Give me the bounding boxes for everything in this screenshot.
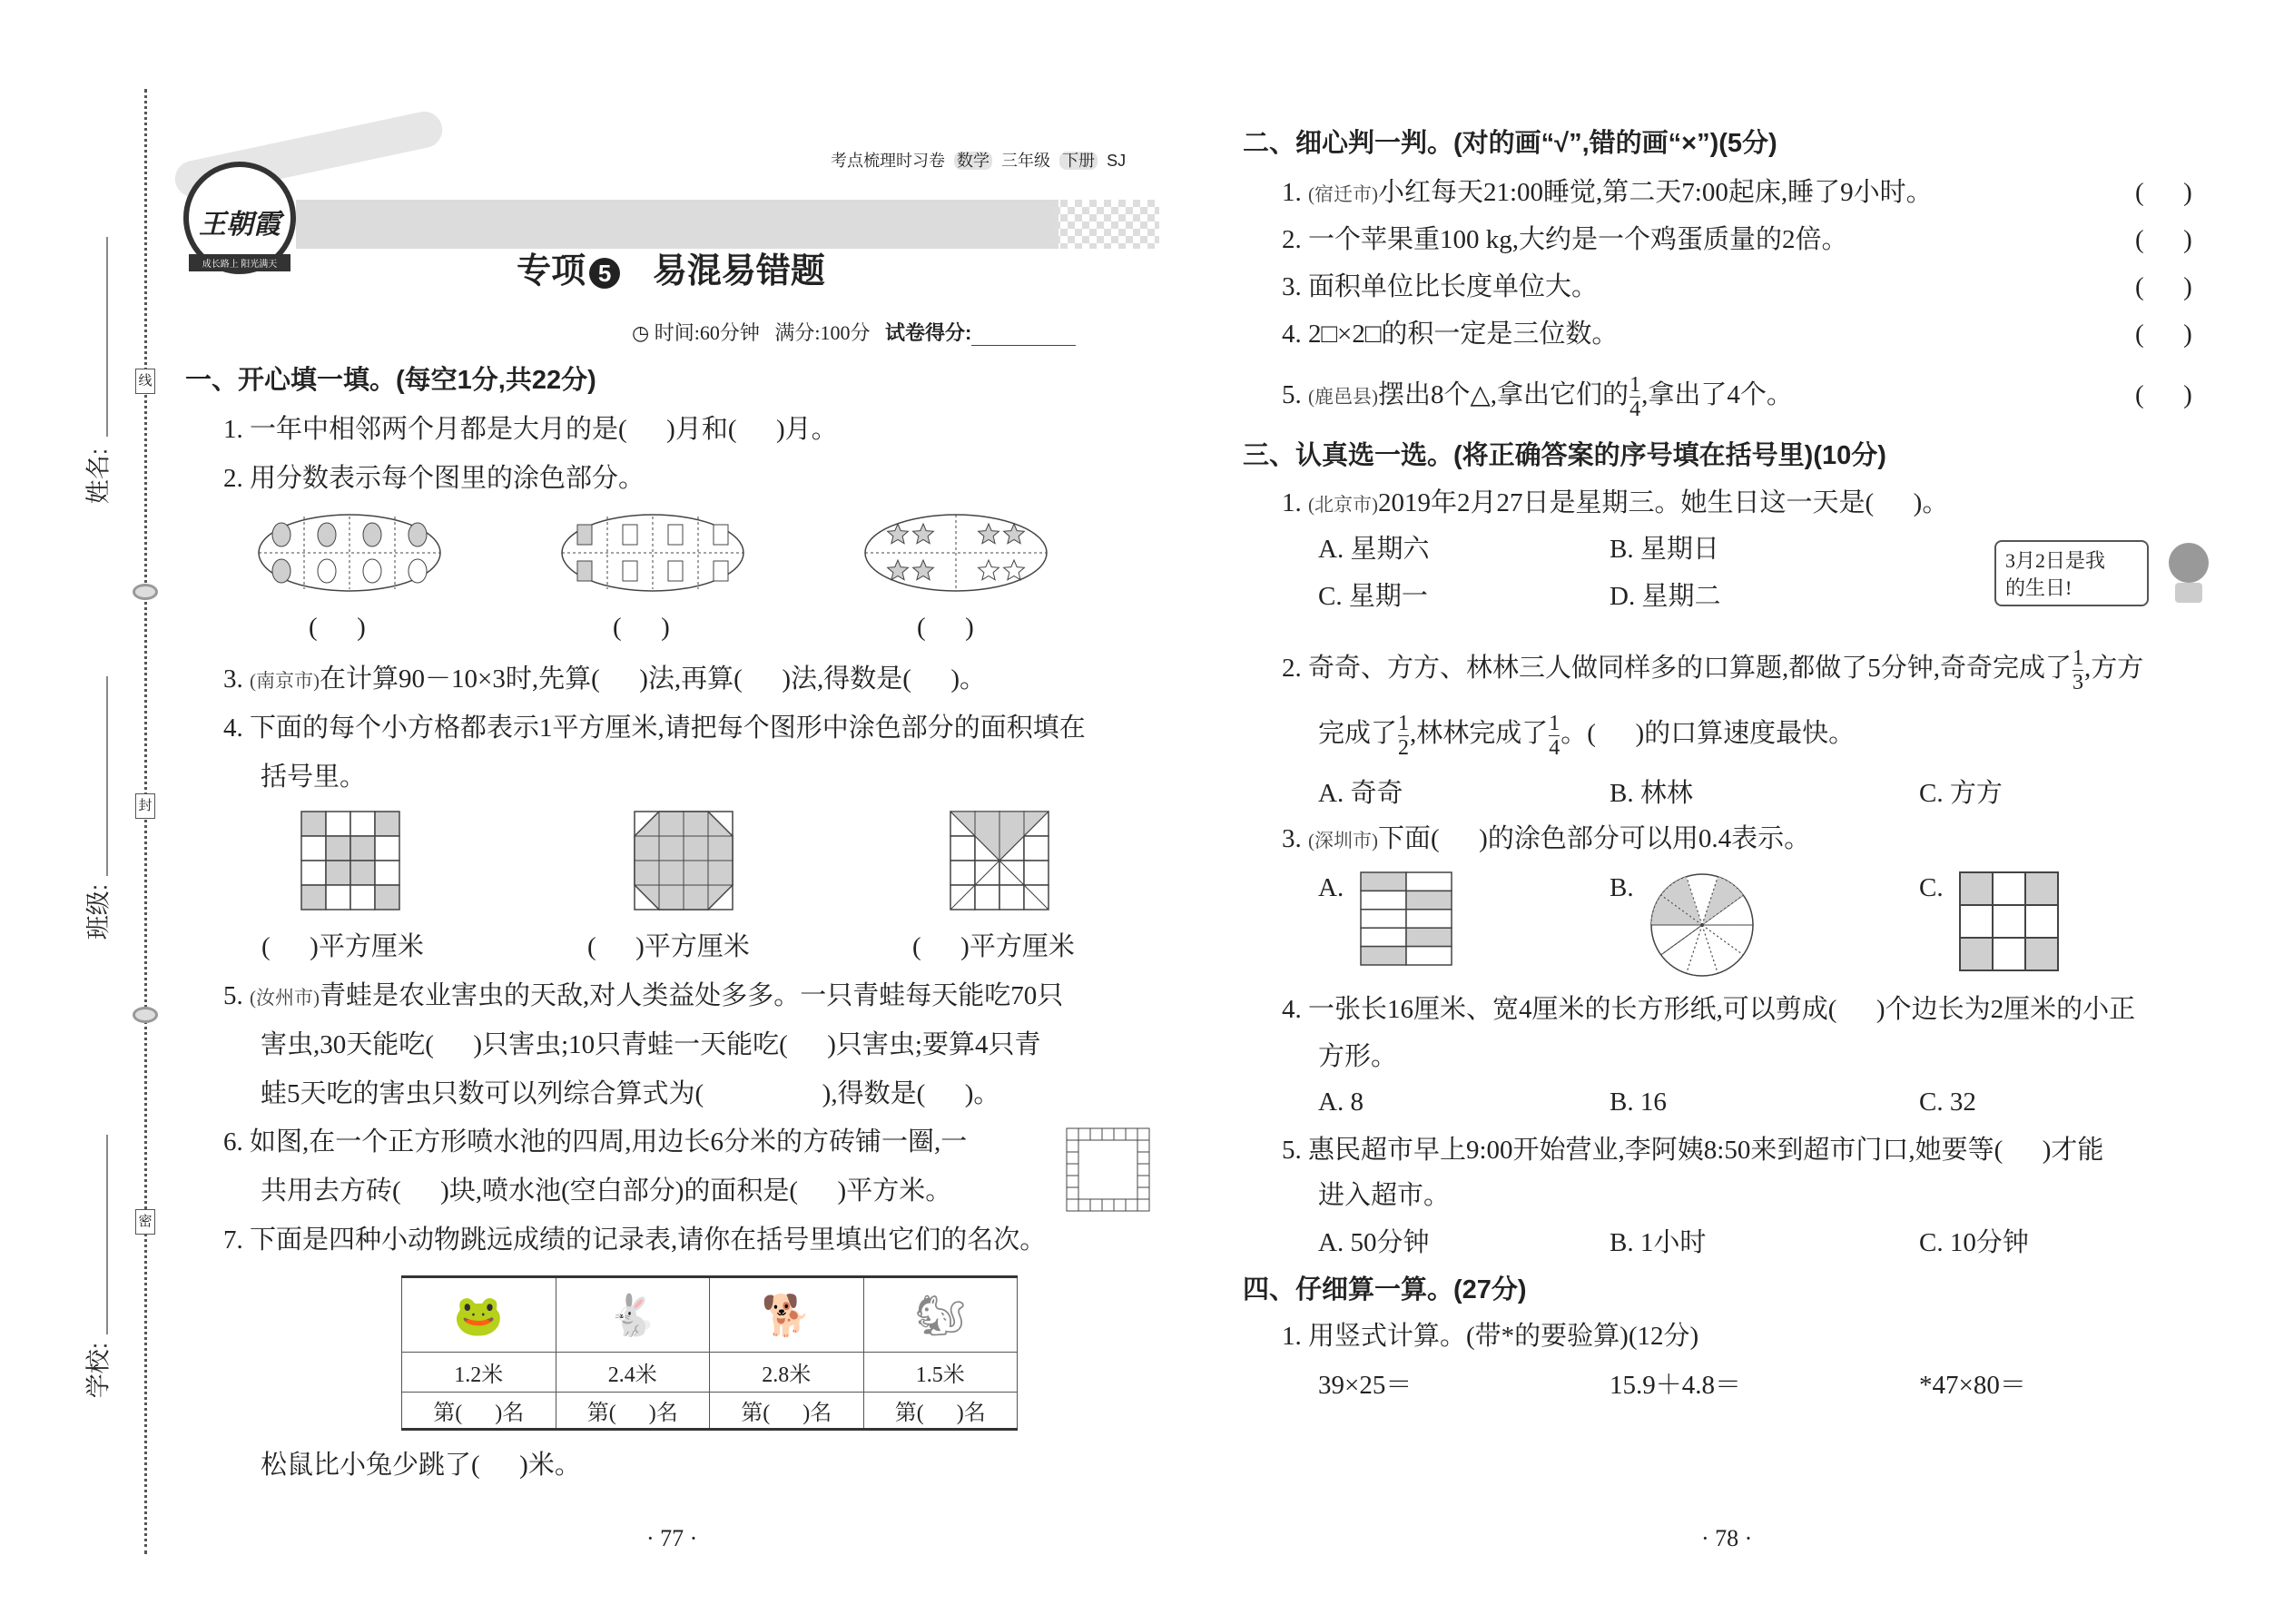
tile <box>1067 1128 1078 1140</box>
option-c[interactable]: C. 10分钟 <box>1919 1228 2029 1257</box>
bubble-line: 的生日! <box>2005 576 2072 599</box>
bubble-line: 3月2日是我 <box>2005 549 2106 572</box>
square-shape <box>668 525 683 545</box>
s1-q6-line1: 6. 如图,在一个正方形喷水池的四周,用边长6分米的方砖铺一圈,一 <box>223 1127 968 1156</box>
square-shape <box>714 525 728 545</box>
s4-q1: 1. 用竖式计算。(带*的要验算)(12分) <box>1282 1322 1699 1351</box>
s3-q4-line2: 方形。 <box>1318 1042 1398 1071</box>
square-shape <box>668 561 683 581</box>
section-4-title: 四、仔细算一算。(27分) <box>1243 1275 1527 1304</box>
q-text: ,林林完成了 <box>1410 719 1549 748</box>
grid-cell <box>301 812 326 836</box>
grid-cell <box>326 812 350 836</box>
grid-cell <box>1361 891 1406 909</box>
grid-cell <box>1406 910 1452 928</box>
tile <box>1102 1199 1114 1211</box>
grid-cell <box>326 885 350 910</box>
binding-dotted-line <box>144 89 147 1554</box>
s1-q5-line1 <box>223 980 1063 1011</box>
rank-blank[interactable]: 第( )名 <box>863 1393 1018 1430</box>
tile <box>1137 1187 1149 1199</box>
title-text: 易混易错题 <box>652 252 825 290</box>
judge-answer[interactable]: ( ) <box>2135 272 2192 301</box>
full-score: 满分:100分 <box>774 321 871 344</box>
q-num: 2. <box>1282 225 1308 254</box>
numerator: 1 <box>2072 645 2084 670</box>
circle-shape <box>318 559 336 583</box>
s3-q2-line2 <box>1318 706 1855 761</box>
grid-cell <box>301 836 326 861</box>
grid-cell <box>326 861 350 885</box>
exam-meta <box>622 294 1076 346</box>
s2-item <box>1282 271 1598 302</box>
grid-cell <box>1406 872 1452 891</box>
option-c[interactable]: C. 星期一 <box>1318 582 1428 611</box>
swirl-icon <box>133 1007 158 1023</box>
judge-answer[interactable]: ( ) <box>2135 225 2192 254</box>
grid-cell <box>350 836 375 861</box>
q-text: 一个苹果重100 kg,大约是一个鸡蛋质量的2倍。 <box>1308 225 1848 254</box>
area-grid-2 <box>634 811 735 912</box>
q-text: 摆出8个△,拿出它们的 <box>1378 380 1629 409</box>
numerator: 1 <box>1549 711 1561 735</box>
q-text: 小红每天21:00睡觉,第二天7:00起床,睡了9小时。 <box>1378 178 1933 207</box>
s1-q3 <box>223 664 986 694</box>
q-num: 1. <box>1282 488 1308 517</box>
grid-cell <box>950 836 975 861</box>
square-shape <box>623 561 637 581</box>
tile <box>1126 1199 1137 1211</box>
tile <box>1137 1164 1149 1176</box>
squirrel-image: 🐿 <box>863 1277 1018 1353</box>
grid-cell <box>999 885 1024 910</box>
section-1-title: 一、开心填一填。(每空1分,共22分) <box>185 366 596 395</box>
tile <box>1114 1199 1126 1211</box>
series-name: 考点梳理时习卷 <box>831 152 946 170</box>
q-text: 完成了 <box>1318 719 1398 748</box>
region-tag: (南京市) <box>250 670 320 692</box>
figure-c-grid <box>1959 871 2061 973</box>
circle-shape <box>272 559 290 583</box>
jump-record-table <box>401 1275 1018 1431</box>
option-c[interactable]: C. 方方 <box>1919 779 2003 808</box>
grade: 三年级 <box>1001 152 1051 170</box>
school-label: 学校: <box>84 1342 113 1399</box>
judge-answer[interactable]: ( ) <box>2135 320 2192 349</box>
tile <box>1126 1128 1137 1140</box>
rank-blank[interactable]: 第( )名 <box>556 1393 710 1430</box>
page-number-right: · 78 · <box>1701 1525 1753 1551</box>
s3-q1 <box>1282 487 1948 518</box>
option-a[interactable]: A. 50分钟 <box>1318 1228 1430 1257</box>
s3-q4-line1: 4. 一张长16厘米、宽4厘米的长方形纸,可以剪成( )个边长为2厘米的小正 <box>1282 995 2136 1024</box>
s1-q2: 2. 用分数表示每个图里的涂色部分。 <box>223 464 645 493</box>
grid-cell <box>1361 928 1406 946</box>
denominator: 4 <box>1629 397 1641 421</box>
tile <box>1114 1128 1126 1140</box>
tile <box>1067 1152 1078 1164</box>
tile <box>1102 1128 1114 1140</box>
option-c[interactable]: C. 32 <box>1919 1088 1976 1117</box>
grid-cell <box>1406 947 1452 965</box>
jump-value: 2.8米 <box>710 1353 864 1393</box>
answer-blank[interactable]: ( ) <box>917 613 974 642</box>
time-limit: 时间:60分钟 <box>654 321 760 344</box>
square-shape <box>623 525 637 545</box>
fraction <box>2072 646 2083 694</box>
jump-value: 2.4米 <box>556 1353 710 1393</box>
option-b[interactable]: B. 16 <box>1610 1088 1667 1117</box>
series-info <box>822 129 1126 172</box>
tile <box>1078 1199 1090 1211</box>
grid-cell <box>1024 836 1049 861</box>
section-3-title: 三、认真选一选。(将正确答案的序号填在括号里)(10分) <box>1243 441 1886 470</box>
grid-cell <box>350 812 375 836</box>
grid-cell <box>375 836 399 861</box>
s1-q5-line2: 害虫,30天能吃( )只害虫;10只青蛙一天能吃( )只害虫;要算4只青 <box>261 1030 1041 1059</box>
name-line <box>106 237 108 437</box>
calc-item: 15.9＋4.8＝ <box>1610 1371 1742 1400</box>
brand-logo <box>183 162 296 274</box>
binding-mark-xian: 线 <box>135 369 155 394</box>
square-shape <box>577 525 592 545</box>
s2-item <box>1282 319 1618 349</box>
s3-q2-line1 <box>1282 641 2143 695</box>
q-text: 2□×2□的积一定是三位数。 <box>1308 320 1619 349</box>
edition: SJ <box>1107 152 1127 170</box>
q-num: 3. <box>1282 824 1308 853</box>
q-num: 5. <box>223 981 250 1010</box>
grid-cell <box>1361 872 1406 891</box>
s2-item <box>1282 177 1933 208</box>
s3-q5-line2: 进入超市。 <box>1318 1181 1451 1210</box>
fraction <box>1549 712 1560 760</box>
q-text: ,拿出了4个。 <box>1641 380 1793 409</box>
s1-q7: 7. 下面是四种小动物跳远成绩的记录表,请你在括号里填出它们的名次。 <box>223 1225 1047 1255</box>
grid-cell <box>375 885 399 910</box>
q-text: 2019年2月27日是星期三。她生日这一天是( )。 <box>1378 488 1949 517</box>
grid-cell <box>375 861 399 885</box>
fraction <box>1629 373 1640 421</box>
grid-cell <box>1960 872 1993 905</box>
grid-cell <box>1361 910 1406 928</box>
grid-cell <box>350 861 375 885</box>
binding-mark-feng: 封 <box>135 793 155 819</box>
region-tag: (北京市) <box>1308 494 1378 516</box>
answer-blank[interactable]: ( ) <box>613 613 670 642</box>
dog-image: 🐕 <box>710 1277 864 1353</box>
s1-q4-line2: 括号里。 <box>261 763 367 792</box>
rabbit-image: 🐇 <box>556 1277 710 1353</box>
grid-cell <box>350 885 375 910</box>
s1-q1: 1. 一年中相邻两个月都是大月的是( )月和( )月。 <box>223 415 838 444</box>
area-grid-3 <box>950 811 1051 912</box>
tile <box>1137 1199 1149 1211</box>
calc-item: 39×25＝ <box>1318 1371 1413 1400</box>
subject-badge: 数学 <box>954 152 992 170</box>
tile <box>1090 1128 1102 1140</box>
region-tag: (深圳市) <box>1308 830 1378 851</box>
clock-icon: ◷ <box>632 321 655 344</box>
girl-illustration <box>2165 543 2212 603</box>
circle-shape <box>363 559 381 583</box>
jump-value: 1.5米 <box>863 1353 1018 1393</box>
grid-cell <box>1960 905 1993 938</box>
name-label: 姓名: <box>84 448 113 505</box>
s2-item <box>1282 224 1848 255</box>
circle-shape <box>272 523 290 546</box>
grid-cell <box>1406 928 1452 946</box>
q-num: 3. <box>223 664 250 694</box>
circle-shape <box>318 523 336 546</box>
tile <box>1067 1176 1078 1187</box>
option-a[interactable]: A. 星期六 <box>1318 535 1430 564</box>
tile <box>1067 1199 1078 1211</box>
option-b[interactable]: B. <box>1610 873 1634 902</box>
fraction <box>1398 712 1409 760</box>
option-a[interactable]: A. 8 <box>1318 1088 1364 1117</box>
q-num: 4. <box>1282 320 1308 349</box>
option-c[interactable]: C. <box>1919 873 1944 902</box>
logo-slogan: 成长路上 阳光满天 <box>189 254 290 271</box>
q-num: 5. <box>1282 380 1308 409</box>
area-answer-1[interactable]: ( )平方厘米 <box>261 932 424 961</box>
tile <box>1067 1164 1078 1176</box>
tile <box>1137 1152 1149 1164</box>
page-number-left: · 77 · <box>646 1525 698 1551</box>
option-a[interactable]: A. 奇奇 <box>1318 779 1403 808</box>
school-line <box>106 1135 108 1334</box>
tile <box>1078 1128 1090 1140</box>
denominator: 2 <box>1398 735 1410 760</box>
square-shape <box>714 561 728 581</box>
tile <box>1090 1199 1102 1211</box>
q-text: 。( )的口算速度最快。 <box>1561 719 1856 748</box>
denominator: 3 <box>2072 670 2084 694</box>
q-text: 2. 奇奇、方方、林林三人做同样多的口算题,都做了5分钟,奇奇完成了 <box>1282 654 2072 683</box>
tile <box>1067 1140 1078 1152</box>
tile <box>1137 1128 1149 1140</box>
banner-checker <box>1053 200 1159 249</box>
volume-badge: 下册 <box>1059 152 1098 170</box>
judge-answer[interactable]: ( ) <box>2135 178 2192 207</box>
q-text: 面积单位比长度单位大。 <box>1308 272 1599 301</box>
denominator: 4 <box>1549 735 1561 760</box>
s1-q7-followup: 松鼠比小兔少跳了( )米。 <box>261 1451 581 1480</box>
circle-shape <box>363 523 381 546</box>
title-number: 5 <box>589 258 620 289</box>
fraction-ovals <box>254 514 1062 595</box>
q-text: 青蛙是农业害虫的天敌,对人类益处多多。一只青蛙每天能吃70只 <box>320 981 1064 1010</box>
binding-mark-mi: 密 <box>135 1209 155 1235</box>
s3-q5-line1: 5. 惠民超市早上9:00开始营业,李阿姨8:50来到超市门口,她要等( )才能 <box>1282 1136 2104 1165</box>
square-shape <box>577 561 592 581</box>
area-answer-3[interactable]: ( )平方厘米 <box>912 932 1075 961</box>
grid-cell <box>1406 891 1452 909</box>
fountain-tile-figure <box>1066 1127 1151 1213</box>
grid-cell <box>1024 861 1049 885</box>
tile <box>1067 1187 1078 1199</box>
figure-b-circle <box>1649 872 1755 978</box>
frog-image: 🐸 <box>402 1277 556 1353</box>
rank-blank[interactable]: 第( )名 <box>402 1393 556 1430</box>
swirl-icon <box>133 584 158 600</box>
grid-cell <box>375 812 399 836</box>
option-a[interactable]: A. <box>1318 873 1344 902</box>
grid-cell <box>1361 947 1406 965</box>
grid-cell <box>1993 938 2025 970</box>
q-num: 3. <box>1282 272 1308 301</box>
grid-cell <box>2025 905 2058 938</box>
class-label: 班级: <box>84 883 113 940</box>
grid-cell <box>950 861 975 885</box>
score-input[interactable] <box>971 326 1076 346</box>
s2-item <box>1282 368 1793 422</box>
grid-cell <box>1960 938 1993 970</box>
class-line <box>106 676 108 876</box>
area-grid-1 <box>300 811 402 912</box>
speech-bubble <box>1994 540 2149 606</box>
region-tag: (汝州市) <box>250 987 320 1009</box>
grid-cell <box>301 885 326 910</box>
q-num: 1. <box>1282 178 1308 207</box>
jump-value: 1.2米 <box>402 1353 556 1393</box>
figure-a-rect <box>1360 871 1452 966</box>
title-prefix: 专项 <box>517 252 586 290</box>
option-b[interactable]: B. 林林 <box>1610 779 1693 808</box>
grid-cell <box>326 836 350 861</box>
page-title <box>497 203 825 292</box>
grid-cell <box>2025 872 2058 905</box>
grid-cell <box>1993 905 2025 938</box>
circle-shape <box>409 559 427 583</box>
region-tag: (宿迁市) <box>1308 183 1378 205</box>
judge-answer[interactable]: ( ) <box>2135 380 2192 409</box>
score-label: 试卷得分: <box>884 321 972 344</box>
s1-q5-line3: 蛙5天吃的害虫只数可以列综合算式为( ),得数是( )。 <box>261 1079 1000 1108</box>
calc-item: *47×80＝ <box>1919 1371 2026 1400</box>
answer-blank[interactable]: ( ) <box>309 613 366 642</box>
option-b[interactable]: B. 星期日 <box>1610 535 1719 564</box>
option-b[interactable]: B. 1小时 <box>1610 1228 1707 1257</box>
region-tag: (鹿邑县) <box>1308 386 1378 408</box>
grid-cell <box>301 861 326 885</box>
option-d[interactable]: D. 星期二 <box>1610 582 1721 611</box>
grid-cell <box>1993 872 2025 905</box>
circle-shape <box>409 523 427 546</box>
rank-blank[interactable]: 第( )名 <box>710 1393 864 1430</box>
tile <box>1137 1176 1149 1187</box>
section-2-title: 二、细心判一判。(对的画“√”,错的画“×”)(5分) <box>1243 129 1777 158</box>
q-text: 下面( )的涂色部分可以用0.4表示。 <box>1378 824 1811 853</box>
q-text: ,方方 <box>2084 654 2144 683</box>
numerator: 1 <box>1629 372 1641 397</box>
s3-q3 <box>1282 823 1810 854</box>
numerator: 1 <box>1398 711 1410 735</box>
logo-text: 王朝霞 <box>199 210 281 240</box>
q-text: 在计算90－10×3时,先算( )法,再算( )法,得数是( )。 <box>320 664 987 694</box>
area-answer-2[interactable]: ( )平方厘米 <box>587 932 750 961</box>
grid-cell <box>975 885 999 910</box>
s1-q4-line1: 4. 下面的每个小方格都表示1平方厘米,请把每个图形中涂色部分的面积填在 <box>223 714 1086 743</box>
grid-cell <box>2025 938 2058 970</box>
tile <box>1137 1140 1149 1152</box>
s1-q6-line2: 共用去方砖( )块,喷水池(空白部分)的面积是( )平方米。 <box>261 1176 952 1206</box>
